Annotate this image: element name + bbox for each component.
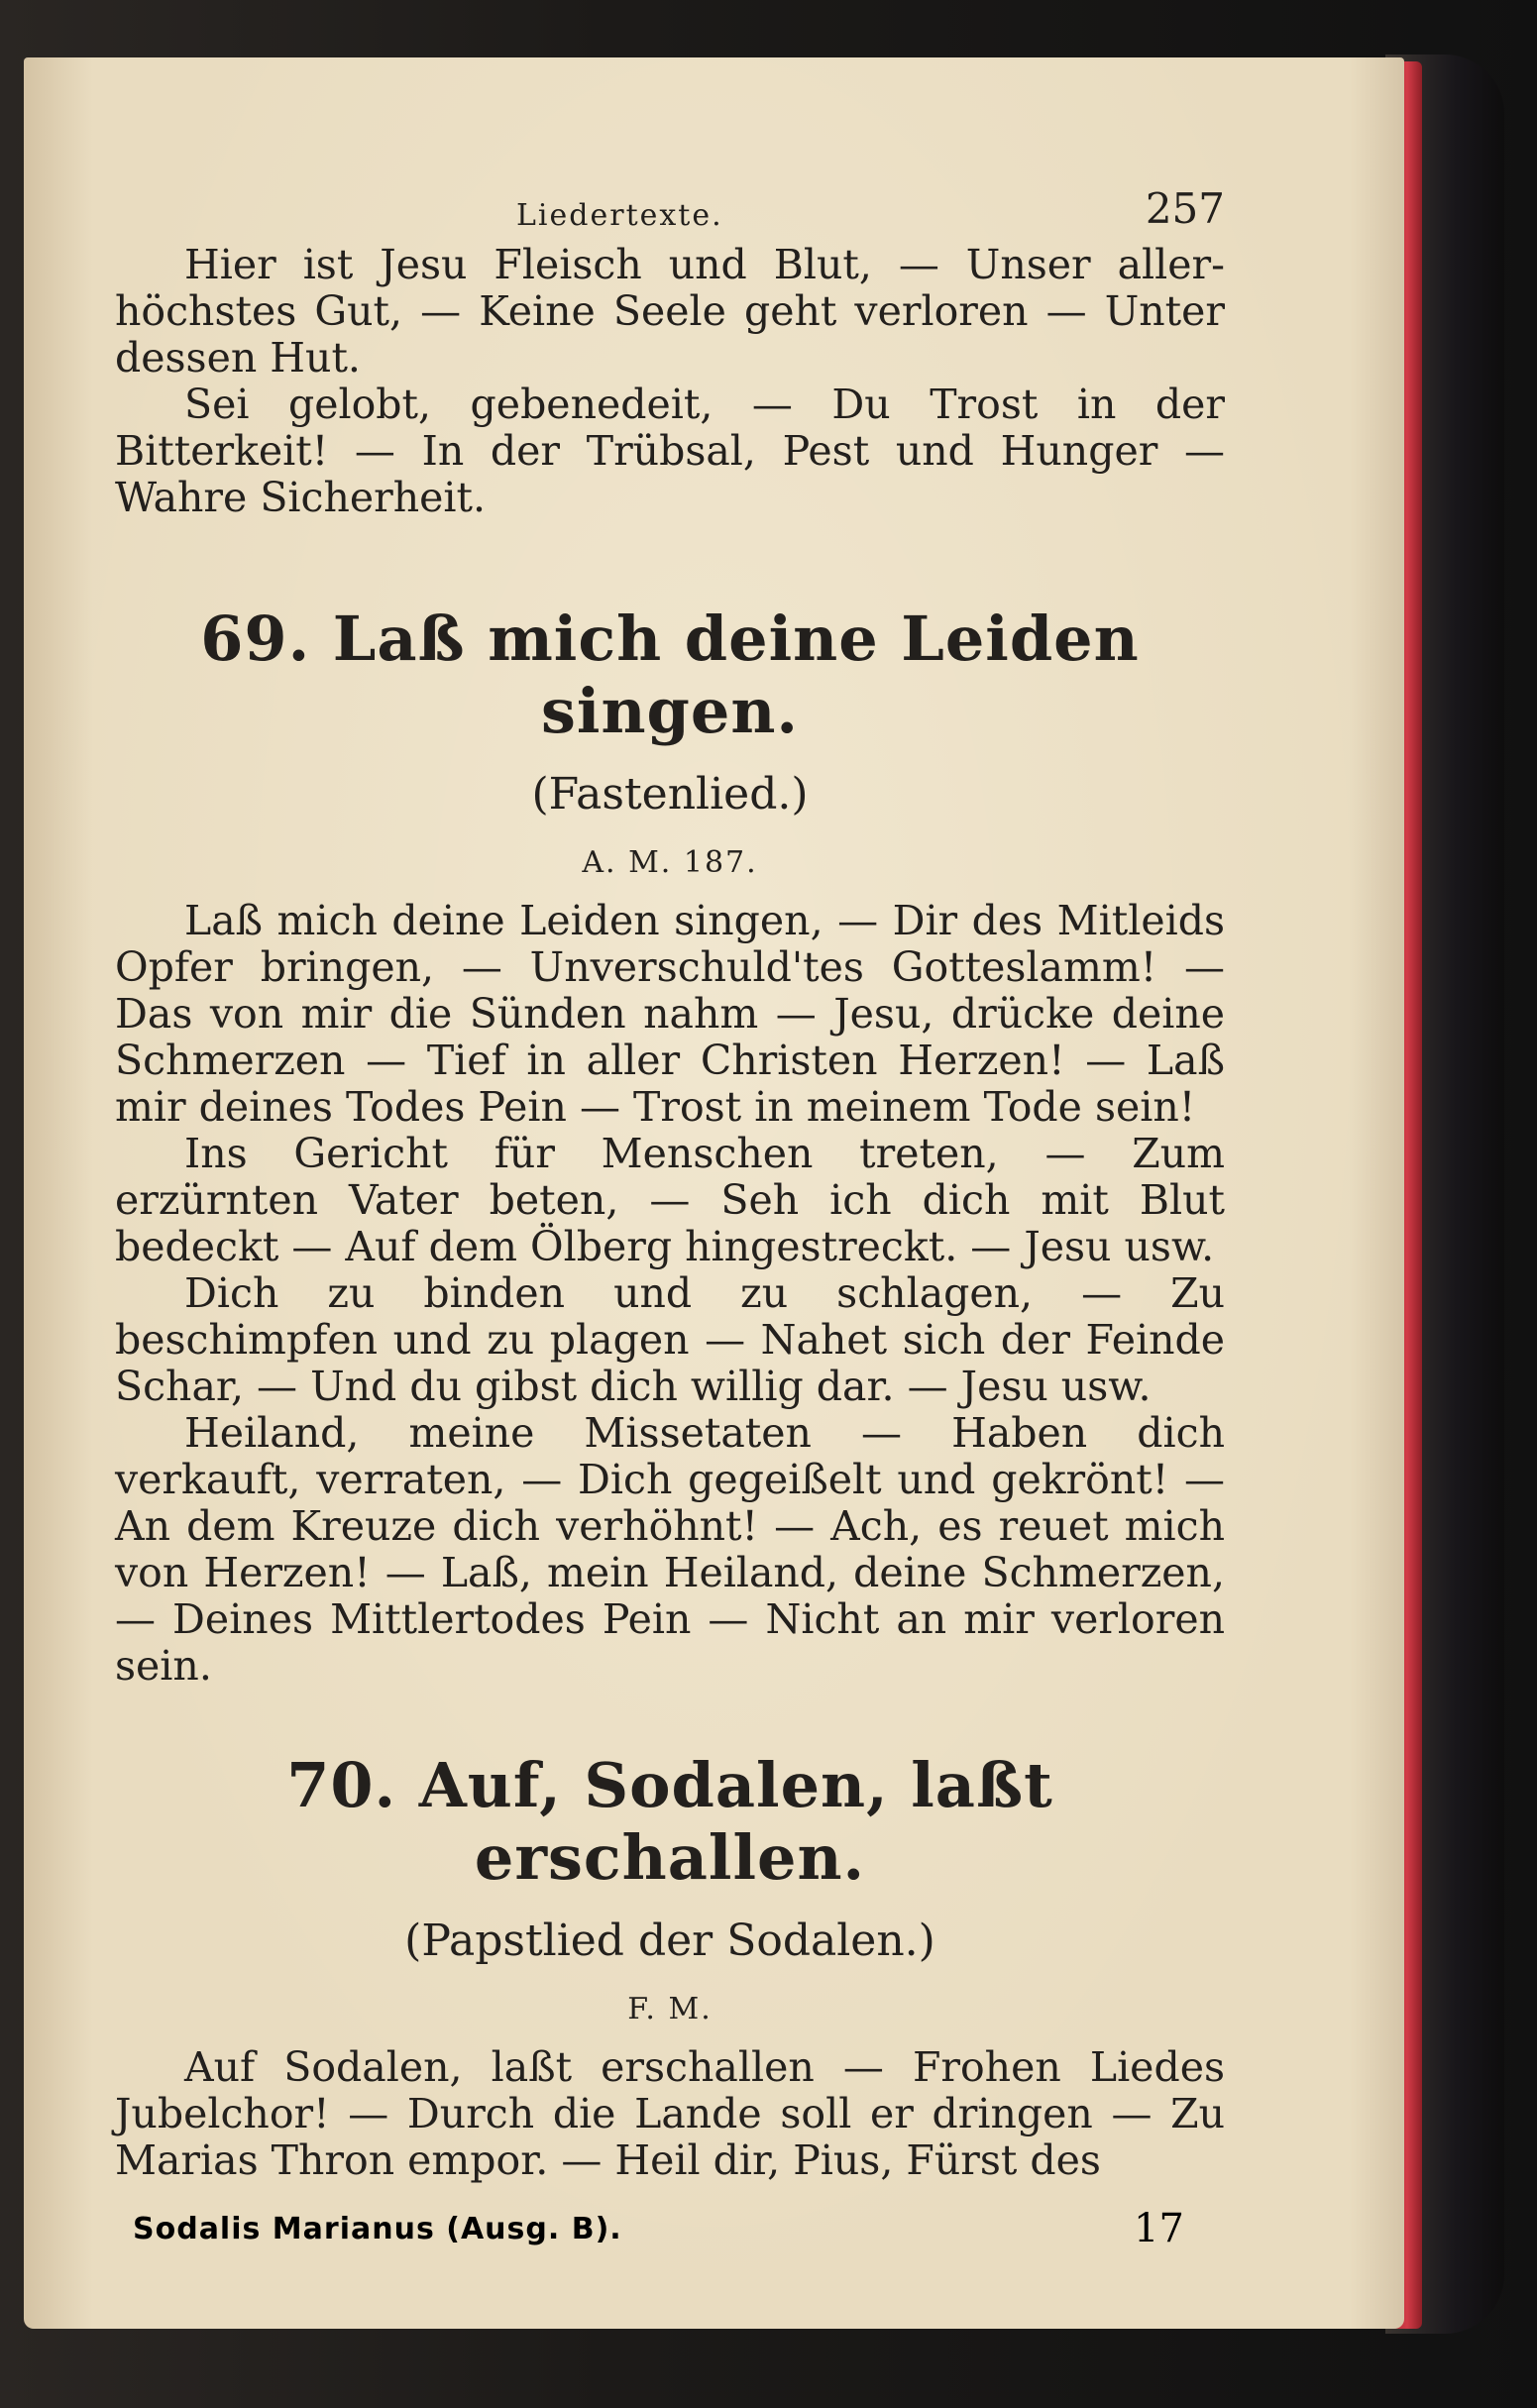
song-69-text [115,898,1225,1690]
song-69-melody-reference: A. M. 187. [582,845,758,880]
printer-signature: Sodalis Marianus (Ausg. B). [133,2212,622,2246]
stanza: Heiland, meine Missetaten — Haben dich verkauft, verraten, — Dich gegeißelt und gekrönt! — An dem Kreuze dich verhöhnt! — Ach, es reuet mich von Herzen! — Laß, mein Heiland, deine Schmerzen, — Deines Mittlertodes Pein — Nicht an mir verloren sein. [115,1409,1225,1690]
stanza: Laß mich deine Leiden singen, — Dir des Mitleids Opfer bringen, — Unverschuld'tes Gotteslamm! — Das von mir die Sünden nahm — Jesu, drücke deine Schmerzen — Tief in aller Christen Herzen! — Laß mir deines Todes Pein — Trost in meinem Tode sein! [115,897,1225,1131]
sheet-number: 17 [1134,2206,1184,2251]
song-69-subtitle: (Fastenlied.) [531,769,809,820]
intro-text [115,242,1225,521]
running-head-title: Liedertexte. [516,198,723,233]
song-70-title: 70. Auf, Sodalen, laßt erschallen. [286,1749,1053,1894]
page-footer [133,2206,1233,2255]
page-content [115,159,1225,2184]
stanza: Dich zu binden und zu schlagen, — Zu beschimpfen und zu plagen — Nahet sich der Feinde Schar, — Und du gibst dich willig dar. — Jesu usw. [115,1269,1225,1410]
song-70-subtitle: (Papstlied der Sodalen.) [404,1915,935,1966]
stanza: Auf Sodalen, laßt erschallen — Frohen Liedes Jubelchor! — Durch die Lande soll er dringen — Zu Marias Thron empor. — Heil dir, Pius, Fürst des [115,2043,1225,2184]
page-number: 257 [1145,184,1225,233]
book-page [24,57,1404,2329]
intro-paragraph: Sei gelobt, gebenedeit, — Du Trost in der Bitterkeit! — In der Trübsal, Pest und Hunger — Wahre Sicherheit. [115,381,1225,521]
song-69-title: 69. Laß mich deine Leiden singen. [200,602,1140,747]
running-head [115,159,1225,233]
stanza: Ins Gericht für Menschen treten, — Zum erzürnten Vater beten, — Seh ich dich mit Blut bedeckt — Auf dem Ölberg hingestreckt. — Jesu usw. [115,1130,1225,1270]
song-70-text [115,2044,1225,2184]
song-70-melody-reference: F. M. [627,1992,713,2026]
intro-paragraph: Hier ist Jesu Fleisch und Blut, — Unser aller-höchstes Gut, — Keine Seele geht verloren — Unter dessen Hut. [115,241,1225,382]
